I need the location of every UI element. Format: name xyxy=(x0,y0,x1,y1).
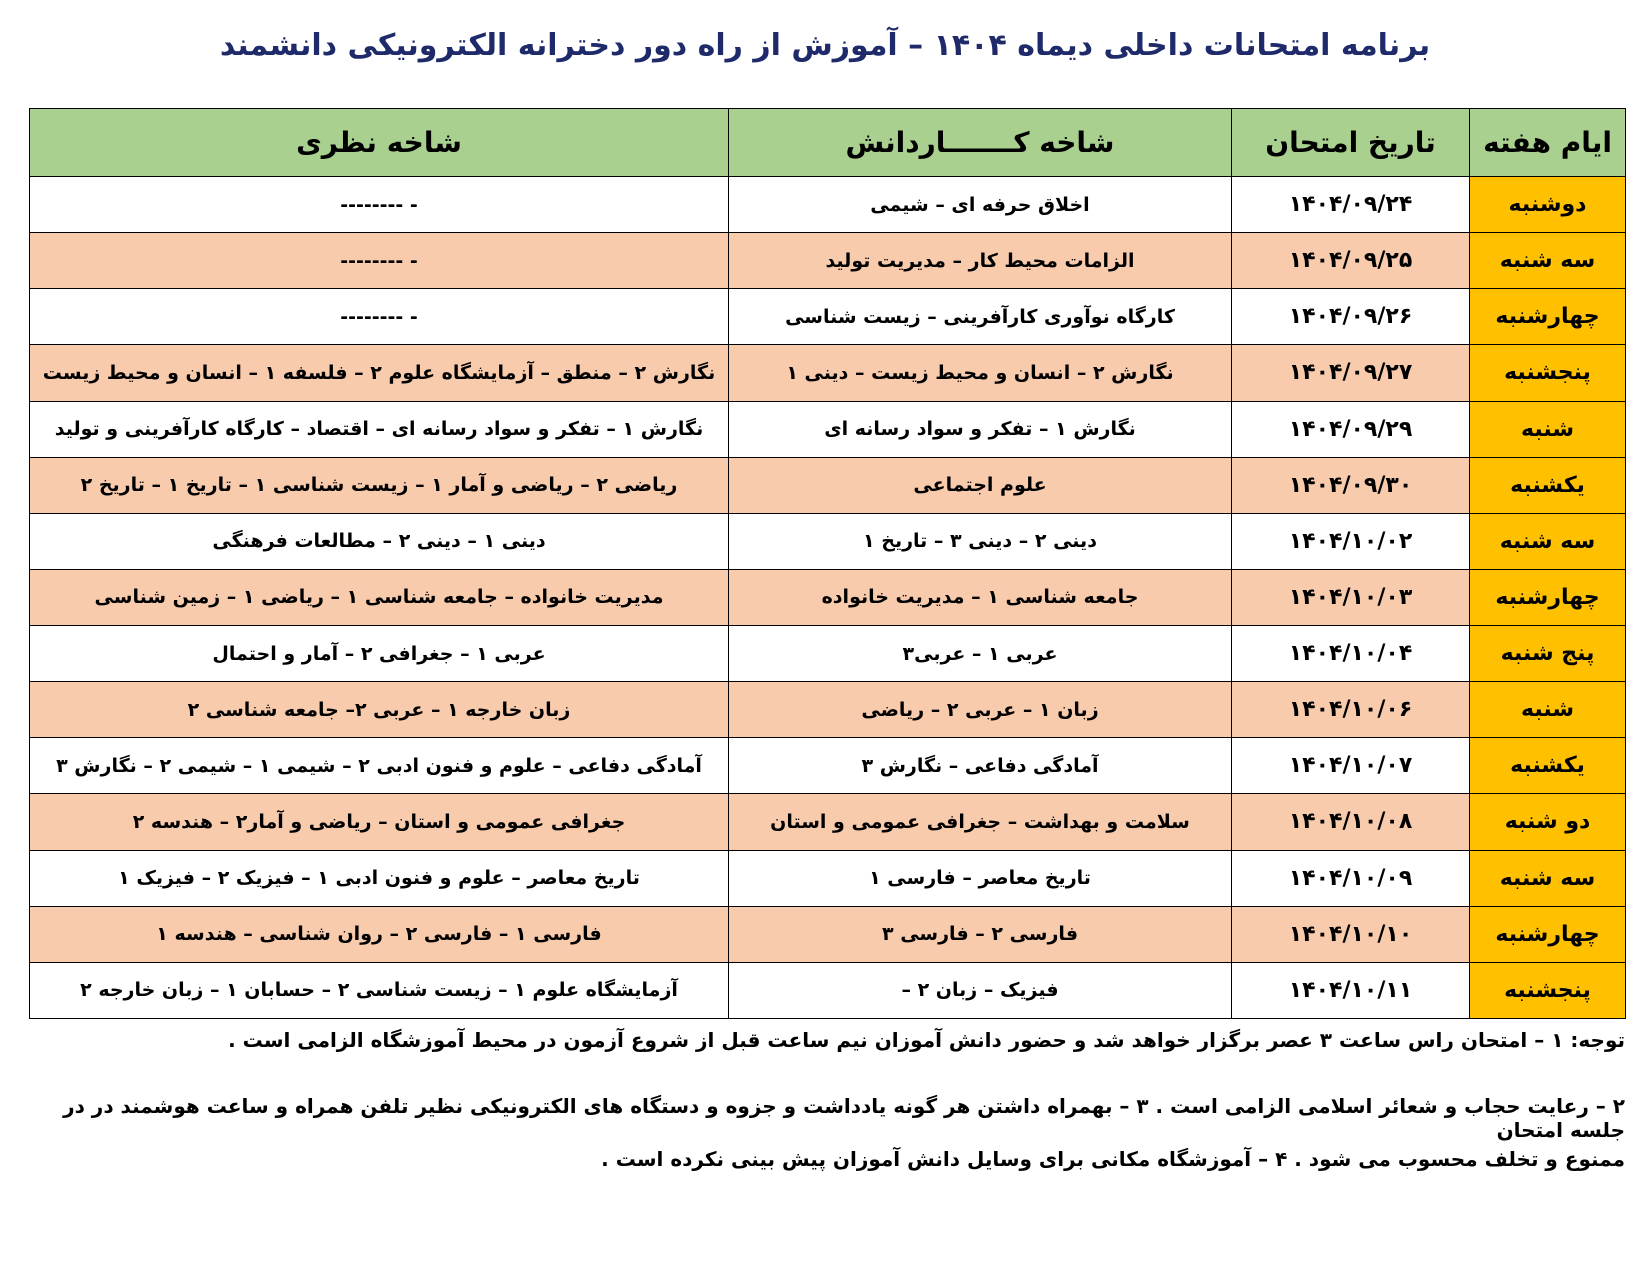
technical-cell: کارگاه نوآوری کارآفرینی – زیست شناسی xyxy=(729,289,1232,345)
theoretical-cell: تاریخ معاصر – علوم و فنون ادبی ۱ – فیزیک ۲ – فیزیک ۱ xyxy=(30,850,729,906)
date-cell: ۱۴۰۴/۱۰/۰۷ xyxy=(1232,738,1470,794)
day-cell: سه شنبه xyxy=(1470,850,1626,906)
technical-cell: نگارش ۲ – انسان و محیط زیست – دینی ۱ xyxy=(729,345,1232,401)
date-cell: ۱۴۰۴/۰۹/۲۴ xyxy=(1232,177,1470,233)
day-cell: سه شنبه xyxy=(1470,233,1626,289)
technical-cell: نگارش ۱ – تفکر و سواد رسانه ای xyxy=(729,401,1232,457)
technical-cell: عربی ۱ – عربی۳ xyxy=(729,626,1232,682)
table-row xyxy=(30,906,1626,962)
theoretical-cell: زبان خارجه ۱ – عربی ۲– جامعه شناسی ۲ xyxy=(30,682,729,738)
day-cell: سه شنبه xyxy=(1470,513,1626,569)
technical-cell: فیزیک – زبان ۲ – xyxy=(729,962,1232,1018)
header-day: ایام هفته xyxy=(1470,109,1626,177)
theoretical-cell: دینی ۱ – دینی ۲ – مطالعات فرهنگی xyxy=(30,513,729,569)
date-cell: ۱۴۰۴/۱۰/۰۹ xyxy=(1232,850,1470,906)
table-row xyxy=(30,233,1626,289)
theoretical-cell: جغرافی عمومی و استان – ریاضی و آمار۲ – هندسه ۲ xyxy=(30,794,729,850)
theoretical-cell: - -------- xyxy=(30,289,729,345)
day-cell: دو شنبه xyxy=(1470,794,1626,850)
day-cell: چهارشنبه xyxy=(1470,569,1626,625)
theoretical-cell: آزمایشگاه علوم ۱ – زیست شناسی ۲ – حسابان ۱ – زبان خارجه ۲ xyxy=(30,962,729,1018)
table-row xyxy=(30,569,1626,625)
technical-cell: علوم اجتماعی xyxy=(729,457,1232,513)
note-text-1: : ۱ – امتحان راس ساعت ۳ عصر برگزار خواهد شد و حضور دانش آموزان نیم ساعت قبل از شروع آزمون در محیط آموزشگاه الزامی است . xyxy=(228,1028,1579,1052)
note-line-3: ممنوع و تخلف محسوب می شود . ۴ – آموزشگاه مکانی برای وسایل دانش آموزان پیش بینی نکرده است . xyxy=(601,1147,1625,1171)
technical-cell: فارسی ۲ – فارسی ۳ xyxy=(729,906,1232,962)
table-row xyxy=(30,401,1626,457)
day-cell: پنجشنبه xyxy=(1470,962,1626,1018)
theoretical-cell: عربی ۱ – جغرافی ۲ – آمار و احتمال xyxy=(30,626,729,682)
theoretical-cell: نگارش ۱ – تفکر و سواد رسانه ای – اقتصاد – کارگاه کارآفرینی و تولید xyxy=(30,401,729,457)
date-cell: ۱۴۰۴/۱۰/۰۲ xyxy=(1232,513,1470,569)
date-cell: ۱۴۰۴/۰۹/۲۹ xyxy=(1232,401,1470,457)
table-row xyxy=(30,850,1626,906)
date-cell: ۱۴۰۴/۱۰/۰۶ xyxy=(1232,682,1470,738)
day-cell: پنجشنبه xyxy=(1470,345,1626,401)
theoretical-cell: فارسی ۱ – فارسی ۲ – روان شناسی – هندسه ۱ xyxy=(30,906,729,962)
theoretical-cell: ریاضی ۲ – ریاضی و آمار ۱ – زیست شناسی ۱ – تاریخ ۱ – تاریخ ۲ xyxy=(30,457,729,513)
technical-cell: دینی ۲ – دینی ۳ – تاریخ ۱ xyxy=(729,513,1232,569)
table-row xyxy=(30,682,1626,738)
table-header-row xyxy=(30,109,1626,177)
date-cell: ۱۴۰۴/۱۰/۰۳ xyxy=(1232,569,1470,625)
table-row xyxy=(30,177,1626,233)
table-row xyxy=(30,289,1626,345)
theoretical-cell: آمادگی دفاعی – علوم و فنون ادبی ۲ – شیمی ۱ – شیمی ۲ – نگارش ۳ xyxy=(30,738,729,794)
date-cell: ۱۴۰۴/۱۰/۱۱ xyxy=(1232,962,1470,1018)
technical-cell: زبان ۱ – عربی ۲ – ریاضی xyxy=(729,682,1232,738)
technical-cell: آمادگی دفاعی – نگارش ۳ xyxy=(729,738,1232,794)
theoretical-cell: نگارش ۲ – منطق – آزمایشگاه علوم ۲ – فلسفه ۱ – انسان و محیط زیست xyxy=(30,345,729,401)
day-cell: دوشنبه xyxy=(1470,177,1626,233)
table-row xyxy=(30,345,1626,401)
date-cell: ۱۴۰۴/۱۰/۰۴ xyxy=(1232,626,1470,682)
date-cell: ۱۴۰۴/۰۹/۳۰ xyxy=(1232,457,1470,513)
date-cell: ۱۴۰۴/۰۹/۲۶ xyxy=(1232,289,1470,345)
table-row xyxy=(30,626,1626,682)
table-row xyxy=(30,738,1626,794)
technical-cell: سلامت و بهداشت – جغرافی عمومی و استان xyxy=(729,794,1232,850)
theoretical-cell: - -------- xyxy=(30,233,729,289)
table-row xyxy=(30,962,1626,1018)
theoretical-cell: - -------- xyxy=(30,177,729,233)
date-cell: ۱۴۰۴/۰۹/۲۷ xyxy=(1232,345,1470,401)
technical-cell: الزامات محیط کار – مدیریت تولید xyxy=(729,233,1232,289)
page-title: برنامه امتحانات داخلی دیماه ۱۴۰۴ – آموزش از راه دور دخترانه الکترونیکی دانشمند xyxy=(219,28,1431,63)
table-row xyxy=(30,794,1626,850)
table-row xyxy=(30,457,1626,513)
header-date: تاریخ امتحان xyxy=(1232,109,1470,177)
date-cell: ۱۴۰۴/۰۹/۲۵ xyxy=(1232,233,1470,289)
day-cell: شنبه xyxy=(1470,682,1626,738)
theoretical-cell: مدیریت خانواده – جامعه شناسی ۱ – ریاضی ۱ – زمین شناسی xyxy=(30,569,729,625)
note-line-2: ۲ – رعایت حجاب و شعائر اسلامی الزامی است . ۳ – بهمراه داشتن هر گونه یادداشت و جزوه و دستگاه های الکترونیکی نظیر تلفن همراه و ساعت هوشمند در در جلسه امتحان xyxy=(63,1094,1625,1142)
technical-cell: جامعه شناسی ۱ – مدیریت خانواده xyxy=(729,569,1232,625)
header-theoretical: شاخه نظری xyxy=(30,109,729,177)
note-label: توجه xyxy=(1578,1028,1625,1052)
day-cell: چهارشنبه xyxy=(1470,906,1626,962)
note-line-1 xyxy=(40,1028,1625,1052)
day-cell: شنبه xyxy=(1470,401,1626,457)
day-cell: یکشنبه xyxy=(1470,457,1626,513)
header-technical: شاخه کـــــــاردانش xyxy=(729,109,1232,177)
technical-cell: تاریخ معاصر – فارسی ۱ xyxy=(729,850,1232,906)
date-cell: ۱۴۰۴/۱۰/۰۸ xyxy=(1232,794,1470,850)
day-cell: پنج شنبه xyxy=(1470,626,1626,682)
exam-schedule-table xyxy=(29,108,1626,1019)
day-cell: چهارشنبه xyxy=(1470,289,1626,345)
technical-cell: اخلاق حرفه ای – شیمی xyxy=(729,177,1232,233)
day-cell: یکشنبه xyxy=(1470,738,1626,794)
table-row xyxy=(30,513,1626,569)
date-cell: ۱۴۰۴/۱۰/۱۰ xyxy=(1232,906,1470,962)
